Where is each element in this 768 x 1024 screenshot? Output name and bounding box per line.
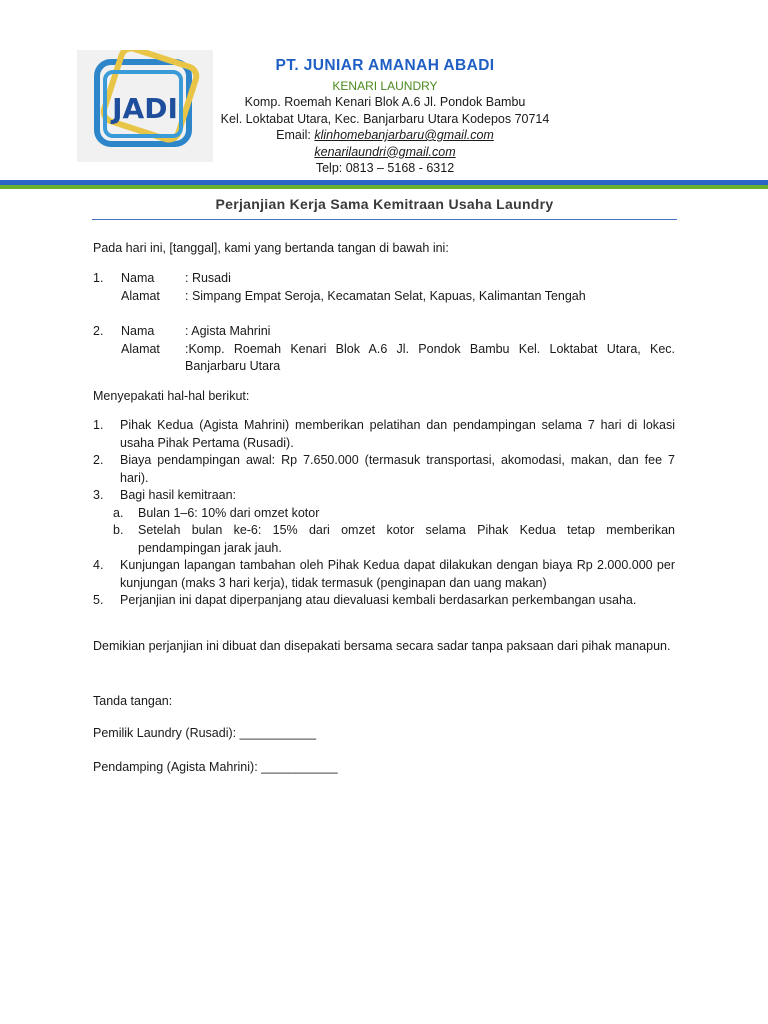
company-name: PT. JUNIAR AMANAH ABADI bbox=[275, 57, 495, 74]
brand-name: KENARI LAUNDRY bbox=[332, 78, 438, 93]
email-link-2[interactable]: kenarilaundri@gmail.com bbox=[314, 144, 456, 159]
email-link-1[interactable]: klinhomebanjarbaru@gmail.com bbox=[314, 128, 494, 142]
address-label: Alamat bbox=[121, 288, 160, 303]
name-value: : Rusadi bbox=[185, 271, 231, 285]
party-number: 1. bbox=[93, 271, 104, 285]
address-value: : Simpang Empat Seroja, Kecamatan Selat, Kapuas, Kalimantan Tengah bbox=[185, 288, 586, 303]
header-divider-green bbox=[0, 185, 768, 189]
name-label: Nama bbox=[121, 271, 155, 285]
logo-text: JADI bbox=[112, 92, 178, 125]
document-title: Perjanjian Kerja Sama Kemitraan Usaha Laundry bbox=[215, 196, 554, 212]
party-1 bbox=[93, 270, 675, 305]
profit-share-item: a. Bulan 1–6: 10% dari omzet kotor bbox=[113, 505, 320, 520]
letterhead bbox=[200, 58, 570, 177]
title-underline bbox=[92, 219, 677, 220]
address-line-2: Kel. Loktabat Utara, Kec. Banjarbaru Utara Kodepos 70714 bbox=[220, 111, 550, 126]
agreement-intro: Menyepakati hal-hal berikut: bbox=[93, 389, 250, 403]
signature-mentor: Pendamping (Agista Mahrini): ___________ bbox=[93, 760, 338, 774]
party-number: 2. bbox=[93, 324, 104, 338]
party-2 bbox=[93, 323, 675, 376]
list-item: 2. Biaya pendampingan awal: Rp 7.650.000 (termasuk transportasi, akomodasi, makan, dan fee 7 hari). bbox=[93, 453, 675, 485]
phone-line: Telp: 0813 – 5168 - 6312 bbox=[315, 161, 455, 175]
signature-heading: Tanda tangan: bbox=[93, 694, 173, 708]
address-label: Alamat bbox=[121, 341, 160, 356]
list-item: 3. Bagi hasil kemitraan: a. Bulan 1–6: 10% dari omzet kotor b. Setelah bulan ke-6: 15% dari omzet kotor selama Pihak Kedua tetap memberikan pendampingan jarak jauh. bbox=[93, 487, 675, 557]
list-item: 4. Kunjungan lapangan tambahan oleh Pihak Kedua dapat dilakukan dengan biaya Rp 2.000.000 per kunjungan (maks 3 hari kerja), tidak termasuk (penginapan dan uang makan) bbox=[93, 558, 675, 590]
closing-text: Demikian perjanjian ini dibuat dan disepakati bersama secara sadar tanpa paksaan dari pihak manapun. bbox=[93, 639, 671, 653]
jadi-logo-icon bbox=[77, 50, 213, 162]
signature-owner: Pemilik Laundry (Rusadi): ___________ bbox=[93, 726, 317, 740]
profit-share-item: b. Setelah bulan ke-6: 15% dari omzet kotor selama Pihak Kedua tetap memberikan pendampingan jarak jauh. bbox=[113, 523, 675, 555]
intro-text: Pada hari ini, [tanggal], kami yang bertanda tangan di bawah ini: bbox=[93, 241, 449, 255]
terms-list bbox=[93, 417, 675, 610]
address-line-1: Komp. Roemah Kenari Blok A.6 Jl. Pondok Bambu bbox=[244, 95, 526, 109]
company-logo bbox=[77, 50, 213, 162]
name-label: Nama bbox=[121, 324, 155, 338]
address-value: :Komp. Roemah Kenari Blok A.6 Jl. Pondok Bambu Kel. Loktabat Utara, Kec. Banjarbaru Utara bbox=[185, 341, 675, 373]
email-label: Email: bbox=[276, 128, 315, 142]
email-line bbox=[200, 127, 570, 144]
name-value: : Agista Mahrini bbox=[185, 324, 271, 338]
list-item: 5. Perjanjian ini dapat diperpanjang atau dievaluasi kembali berdasarkan perkembangan usaha. bbox=[93, 593, 637, 607]
list-item: 1. Pihak Kedua (Agista Mahrini) memberikan pelatihan dan pendampingan selama 7 hari di lokasi usaha Pihak Pertama (Rusadi). bbox=[93, 418, 675, 450]
